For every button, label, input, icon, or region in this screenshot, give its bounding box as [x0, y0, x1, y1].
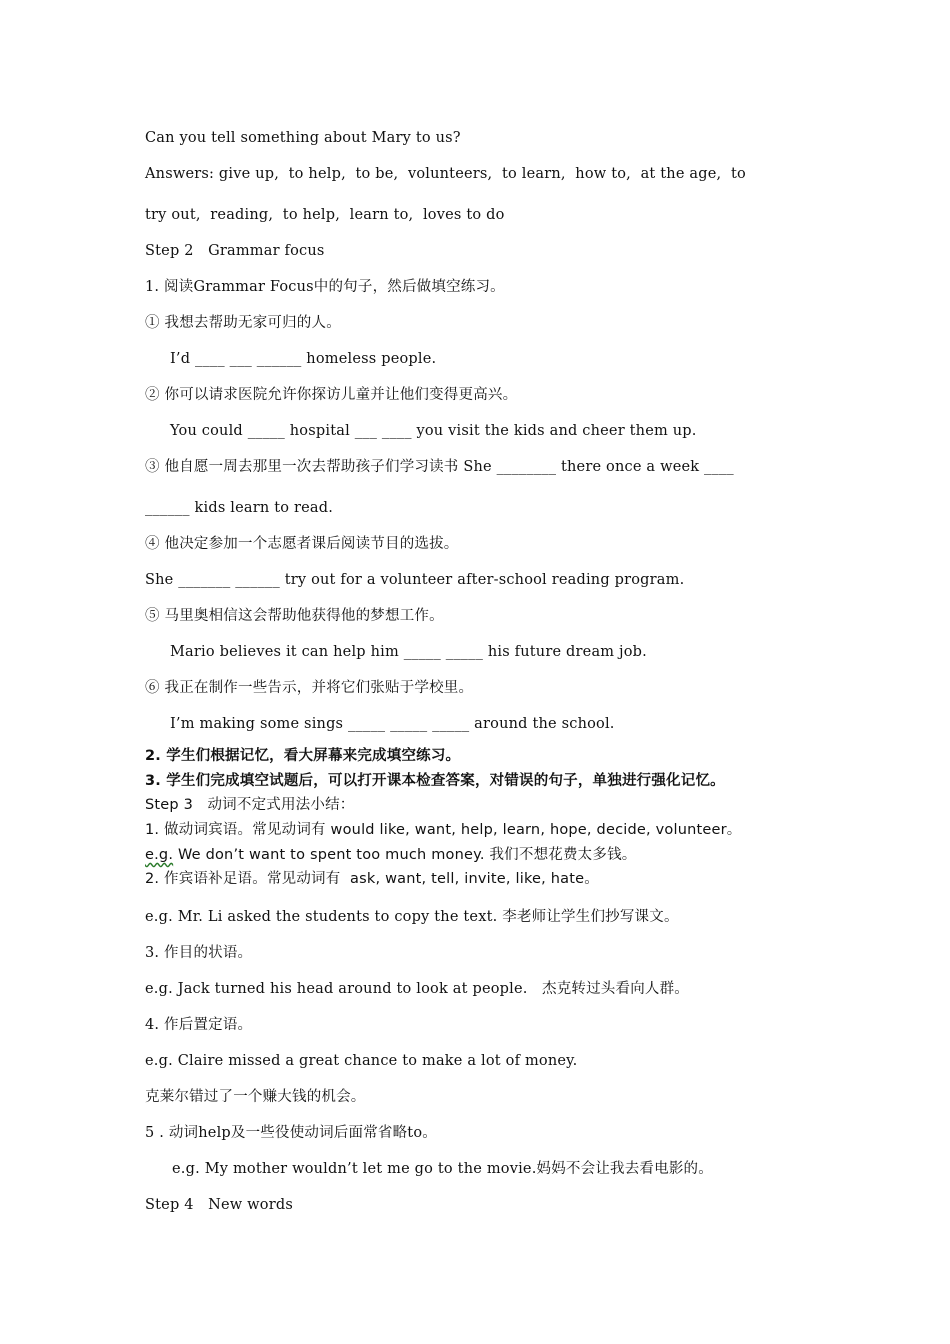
usage-5-example: e.g. My mother wouldn’t let me go to the movie.妈妈不会让我去看电影的。: [172, 1161, 713, 1177]
activity-3-line: 3. 学生们完成填空试题后，可以打开课本检查答案，对错误的句子，单独进行强化记忆。: [145, 773, 725, 789]
grammar-instruction: 1. 阅读Grammar Focus中的句子，然后做填空练习。: [145, 279, 505, 295]
usage-4-line: 4. 作后置定语。: [145, 1017, 253, 1033]
usage-3-example: e.g. Jack turned his head around to look at people. 杰克转过头看向人群。: [145, 981, 689, 997]
answers-line-2: try out, reading, to help, learn to, loves to do: [145, 207, 505, 223]
item-5-english: Mario believes it can help him _____ _____ his future dream job.: [170, 644, 647, 660]
item-3-chinese: ③ 他自愿一周去那里一次去帮助孩子们学习读书 She ________ there once a week ____: [145, 459, 734, 475]
question-line: Can you tell something about Mary to us?: [145, 130, 461, 146]
usage-1-example: [145, 845, 636, 865]
item-4-english: She _______ ______ try out for a volunteer after-school reading program.: [145, 572, 685, 588]
usage-5-line: 5 . 动词help及一些役使动词后面常省略to。: [145, 1125, 437, 1141]
usage-4-translation: 克莱尔错过了一个赚大钱的机会。: [145, 1089, 366, 1105]
usage-4-example: e.g. Claire missed a great chance to make a lot of money.: [145, 1053, 578, 1069]
usage-1-line: 1. 做动词宾语。常见动词有 would like, want, help, learn, hope, decide, volunteer。: [145, 822, 742, 838]
item-4-chinese: ④ 他决定参加一个志愿者课后阅读节目的选拔。: [145, 536, 459, 552]
usage-2-example: e.g. Mr. Li asked the students to copy the text. 李老师让学生们抄写课文。: [145, 909, 679, 925]
item-2-english: You could _____ hospital ___ ____ you visit the kids and cheer them up.: [170, 423, 697, 439]
item-5-chinese: ⑤ 马里奥相信这会帮助他获得他的梦想工作。: [145, 608, 444, 624]
item-2-chinese: ② 你可以请求医院允许你探访儿童并让他们变得更高兴。: [145, 387, 518, 403]
item-6-chinese: ⑥ 我正在制作一些告示，并将它们张贴于学校里。: [145, 680, 474, 696]
answers-line-1: Answers: give up, to help, to be, volunteers, to learn, how to, at the age, to: [145, 166, 746, 182]
item-1-chinese: ① 我想去帮助无家可归的人。: [145, 315, 341, 331]
step2-heading: Step 2 Grammar focus: [145, 243, 325, 259]
item-3-english: ______ kids learn to read.: [145, 500, 334, 516]
usage-2-line: 2. 作宾语补足语。常见动词有 ask, want, tell, invite, like, hate。: [145, 871, 599, 887]
item-1-english: I’d ____ ___ ______ homeless people.: [170, 351, 437, 367]
eg-abbrev: e.g.: [145, 847, 174, 863]
usage-3-line: 3. 作目的状语。: [145, 945, 253, 961]
item-6-english: I’m making some sings _____ _____ _____ around the school.: [170, 716, 615, 732]
activity-2-line: 2. 学生们根据记忆，看大屏幕来完成填空练习。: [145, 748, 461, 764]
step3-heading: Step 3 动词不定式用法小结：: [145, 797, 355, 813]
step4-heading: Step 4 New words: [145, 1197, 293, 1213]
usage-1-example-text: We don’t want to spent too much money. 我们不想花费太多钱。: [173, 847, 637, 863]
